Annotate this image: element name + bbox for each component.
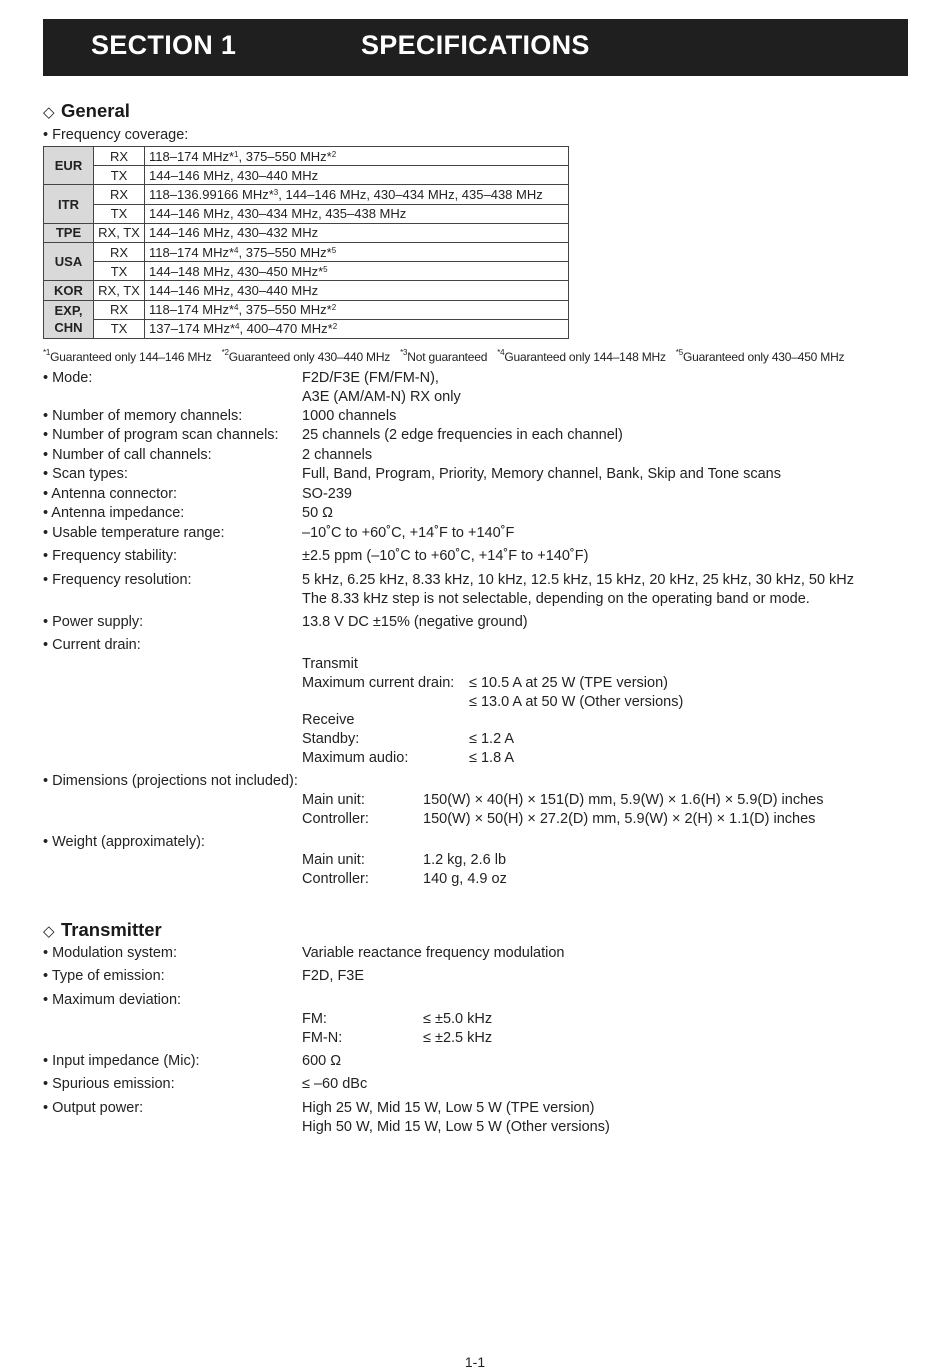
program-scan-label: • Number of program scan channels:: [43, 427, 279, 443]
transmitter-heading-text: Transmitter: [61, 919, 162, 940]
page-number: 1-1: [464, 1354, 486, 1370]
footnote-ref: 3: [273, 187, 279, 197]
table-row: [44, 223, 569, 242]
region-cell: ITR: [44, 185, 94, 223]
call-channels-value: 2 channels: [302, 447, 373, 463]
output-power-value-2: High 50 W, Mid 15 W, Low 5 W (Other versions): [302, 1119, 610, 1135]
call-channels-label: • Number of call channels:: [43, 447, 212, 463]
mode-value-1: F2D/F3E (FM/FM-N),: [302, 370, 439, 386]
spurious-emission-label: • Spurious emission:: [43, 1076, 175, 1092]
range-text: 144–146 MHz, 430–434 MHz, 435–438 MHz: [149, 206, 407, 222]
range-text: 144–146 MHz, 430–432 MHz: [149, 225, 319, 241]
range-cell: [145, 166, 569, 185]
frequency-resolution-label: • Frequency resolution:: [43, 572, 192, 588]
section-title: SPECIFICATIONS: [361, 30, 590, 60]
footnote-mark: *1: [43, 348, 51, 357]
table-row: [44, 300, 569, 319]
weight-main-label: Main unit:: [302, 852, 365, 868]
table-row: [44, 147, 569, 166]
dimensions-main-value: 150(W) × 40(H) × 151(D) mm, 5.9(W) × 1.6(H) × 5.9(D) inches: [423, 792, 824, 808]
footnote-ref: 4: [234, 303, 239, 313]
region-cell: USA: [44, 242, 94, 280]
frequency-stability-value: ±2.5 ppm (–10˚C to +60˚C, +14˚F to +140˚F): [302, 548, 589, 564]
antenna-impedance-value: 50 Ω: [302, 505, 333, 521]
dimensions-controller-label: Controller:: [302, 811, 369, 827]
range-text: 118–136.99166 MHz*: [149, 186, 274, 202]
footnote-ref: 5: [331, 245, 337, 255]
range-cell: [145, 262, 569, 281]
range-cell: [145, 319, 569, 338]
frequency-coverage-label: • Frequency coverage:: [43, 127, 189, 143]
emission-type-value: F2D, F3E: [302, 968, 365, 984]
footnote-text: Guaranteed only 430–450 MHz: [682, 350, 845, 364]
mode-cell: RX: [94, 242, 145, 261]
region-line: CHN: [54, 320, 83, 336]
deviation-fmn-value: ≤ ±2.5 kHz: [423, 1030, 493, 1046]
footnote-text: Guaranteed only 144–148 MHz: [504, 350, 666, 364]
power-supply-value: 13.8 V DC ±15% (negative ground): [302, 614, 528, 630]
range-cell: [145, 147, 569, 166]
mode-cell: RX: [94, 185, 145, 204]
region-cell: EUR: [44, 147, 94, 185]
mode-cell: RX: [94, 147, 145, 166]
mode-value-2: A3E (AM/AM-N) RX only: [302, 389, 461, 405]
table-row: [44, 319, 569, 338]
range-text: , 375–550 MHz*: [238, 244, 332, 260]
current-max-drain-value-2: ≤ 13.0 A at 50 W (Other versions): [469, 694, 684, 710]
range-text: , 400–470 MHz*: [239, 321, 333, 337]
scan-types-value: Full, Band, Program, Priority, Memory channel, Bank, Skip and Tone scans: [302, 466, 781, 482]
footnote-ref: 2: [331, 303, 337, 313]
footnote-ref: 4: [235, 322, 240, 332]
section-header: [43, 19, 908, 76]
footnote-mark: *5: [675, 348, 683, 357]
current-receive-label: Receive: [302, 712, 355, 728]
current-standby-value: ≤ 1.2 A: [469, 731, 515, 747]
weight-controller-label: Controller:: [302, 871, 369, 887]
mode-cell: TX: [94, 204, 145, 223]
frequency-resolution-value-2: The 8.33 kHz step is not selectable, depending on the operating band or mode.: [302, 591, 810, 607]
mode-cell: RX, TX: [94, 281, 145, 300]
footnote: [400, 350, 487, 364]
table-row: [44, 262, 569, 281]
table-row: [44, 166, 569, 185]
region-cell: KOR: [44, 281, 94, 300]
modulation-value: Variable reactance frequency modulation: [302, 945, 565, 961]
table-row: [44, 281, 569, 300]
footnote-mark: *3: [400, 348, 408, 357]
range-text: 144–146 MHz, 430–440 MHz: [149, 282, 319, 298]
current-standby-label: Standby:: [302, 731, 360, 747]
output-power-label: • Output power:: [43, 1100, 144, 1116]
range-text: 118–174 MHz*: [149, 302, 235, 318]
footnote: [497, 350, 666, 364]
diamond-icon: ◇: [43, 104, 55, 121]
current-audio-value: ≤ 1.8 A: [469, 750, 515, 766]
mode-cell: TX: [94, 319, 145, 338]
range-cell: [145, 281, 569, 300]
mode-cell: RX, TX: [94, 223, 145, 242]
dimensions-label: • Dimensions (projections not included):: [43, 773, 298, 789]
range-text: 137–174 MHz*: [149, 321, 235, 337]
footnote-ref: 2: [331, 149, 337, 159]
footnote-ref: 4: [234, 245, 239, 255]
weight-label: • Weight (approximately):: [43, 834, 205, 850]
region-line: EXP,: [54, 303, 83, 319]
current-drain-label: • Current drain:: [43, 637, 141, 653]
range-text: 144–148 MHz, 430–450 MHz*: [149, 263, 324, 279]
footnote-mark: *2: [221, 348, 229, 357]
memory-channels-label: • Number of memory channels:: [43, 408, 243, 424]
footnote-ref: 2: [332, 322, 338, 332]
program-scan-value: 25 channels (2 edge frequencies in each channel): [302, 427, 623, 443]
footnote-text: Guaranteed only 144–146 MHz: [50, 350, 212, 364]
range-cell: [145, 204, 569, 223]
deviation-fmn-label: FM-N:: [302, 1030, 343, 1046]
range-text: , 375–550 MHz*: [238, 148, 332, 164]
transmitter-heading: [43, 919, 162, 941]
max-deviation-label: • Maximum deviation:: [43, 992, 182, 1008]
weight-main-value: 1.2 kg, 2.6 lb: [423, 852, 507, 868]
footnote-ref: 5: [323, 264, 328, 274]
region-cell: [44, 300, 94, 338]
spurious-emission-value: ≤ –60 dBc: [302, 1076, 368, 1092]
general-heading-text: General: [61, 100, 130, 121]
current-max-drain-value-1: ≤ 10.5 A at 25 W (TPE version): [469, 675, 668, 691]
temperature-range-value: –10˚C to +60˚C, +14˚F to +140˚F: [302, 525, 515, 541]
dimensions-main-label: Main unit:: [302, 792, 365, 808]
footnote: [222, 350, 391, 364]
antenna-connector-label: • Antenna connector:: [43, 486, 178, 502]
mode-cell: RX: [94, 300, 145, 319]
footnote-text: Guaranteed only 430–440 MHz: [228, 350, 391, 364]
frequency-stability-label: • Frequency stability:: [43, 548, 178, 564]
range-text: , 144–146 MHz, 430–434 MHz, 435–438 MHz: [278, 186, 543, 202]
current-transmit-label: Transmit: [302, 656, 358, 672]
antenna-impedance-label: • Antenna impedance:: [43, 505, 185, 521]
weight-controller-value: 140 g, 4.9 oz: [423, 871, 507, 887]
antenna-connector-value: SO-239: [302, 486, 352, 502]
range-cell: [145, 185, 569, 204]
mode-cell: TX: [94, 166, 145, 185]
range-cell: [145, 300, 569, 319]
footnote-mark: *4: [497, 348, 505, 357]
footnote: [43, 350, 212, 364]
range-text: 118–174 MHz*: [149, 148, 235, 164]
footnote: [676, 350, 845, 364]
temperature-range-label: • Usable temperature range:: [43, 525, 225, 541]
deviation-fm-label: FM:: [302, 1011, 327, 1027]
range-text: , 375–550 MHz*: [238, 302, 332, 318]
frequency-coverage-table: [43, 146, 569, 339]
mode-label: • Mode:: [43, 370, 93, 386]
table-row: [44, 185, 569, 204]
range-text: 144–146 MHz, 430–440 MHz: [149, 167, 319, 183]
power-supply-label: • Power supply:: [43, 614, 144, 630]
range-text: 118–174 MHz*: [149, 244, 235, 260]
range-cell: [145, 223, 569, 242]
region-cell: TPE: [44, 223, 94, 242]
emission-type-label: • Type of emission:: [43, 968, 165, 984]
output-power-value-1: High 25 W, Mid 15 W, Low 5 W (TPE version): [302, 1100, 595, 1116]
mic-impedance-label: • Input impedance (Mic):: [43, 1053, 200, 1069]
dimensions-controller-value: 150(W) × 50(H) × 27.2(D) mm, 5.9(W) × 2(H) × 1.1(D) inches: [423, 811, 816, 827]
modulation-label: • Modulation system:: [43, 945, 178, 961]
memory-channels-value: 1000 channels: [302, 408, 397, 424]
frequency-resolution-value-1: 5 kHz, 6.25 kHz, 8.33 kHz, 10 kHz, 12.5 kHz, 15 kHz, 20 kHz, 25 kHz, 30 kHz, 50 kHz: [302, 572, 855, 588]
section-number: SECTION 1: [91, 30, 237, 60]
deviation-fm-value: ≤ ±5.0 kHz: [423, 1011, 493, 1027]
footnote-text: Not guaranteed: [407, 350, 488, 364]
mic-impedance-value: 600 Ω: [302, 1053, 342, 1069]
scan-types-label: • Scan types:: [43, 466, 128, 482]
mode-cell: TX: [94, 262, 145, 281]
current-max-drain-label: Maximum current drain:: [302, 675, 455, 691]
table-row: [44, 242, 569, 261]
footnote-ref: 1: [234, 149, 239, 159]
table-row: [44, 204, 569, 223]
footnotes: [43, 350, 854, 364]
general-heading: [43, 100, 130, 122]
range-cell: [145, 242, 569, 261]
current-audio-label: Maximum audio:: [302, 750, 409, 766]
diamond-icon: ◇: [43, 923, 55, 940]
